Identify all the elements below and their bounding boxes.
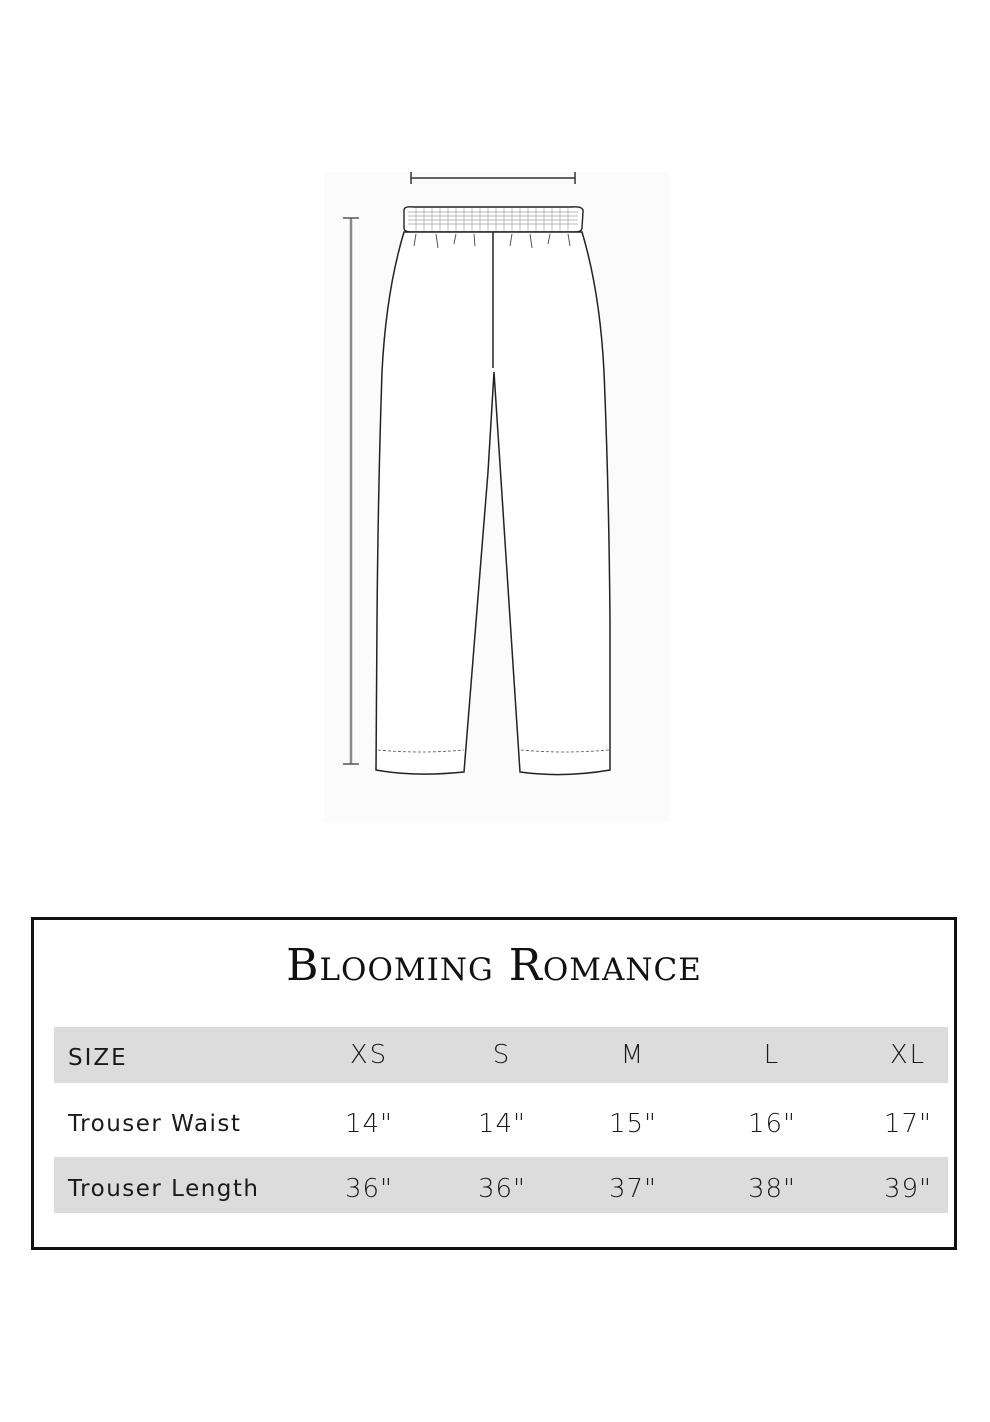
trouser-body <box>376 232 610 775</box>
waist-xs: 14" <box>344 1109 394 1139</box>
size-table <box>54 1027 948 1213</box>
header-size-xs: XS <box>349 1040 389 1070</box>
trouser-illustration <box>324 172 670 822</box>
header-size-xl: XL <box>889 1040 927 1070</box>
table-header-row <box>54 1027 948 1083</box>
row-label-trouser-length: Trouser Length <box>68 1176 260 1202</box>
row-label-trouser-waist: Trouser Waist <box>68 1111 242 1137</box>
header-size-label: SIZE <box>68 1045 128 1071</box>
header-size-s: S <box>492 1040 512 1070</box>
waist-xl: 17" <box>883 1109 933 1139</box>
table-row-trouser-length <box>54 1157 948 1213</box>
size-chart-card <box>31 917 957 1250</box>
waist-s: 14" <box>477 1109 527 1139</box>
length-m: 37" <box>608 1174 658 1204</box>
trouser-flat-sketch <box>324 172 670 822</box>
length-measure-line <box>343 218 359 764</box>
size-chart-title: Blooming Romance <box>286 940 702 991</box>
waist-l: 16" <box>747 1109 797 1139</box>
length-s: 36" <box>477 1174 527 1204</box>
waist-m: 15" <box>608 1109 658 1139</box>
length-l: 38" <box>747 1174 797 1204</box>
header-size-m: M <box>620 1040 646 1070</box>
header-size-l: L <box>763 1040 781 1070</box>
length-xl: 39" <box>883 1174 933 1204</box>
table-row-trouser-waist <box>54 1092 948 1148</box>
length-xs: 36" <box>344 1174 394 1204</box>
waist-measure-line <box>411 172 575 184</box>
trouser-waistband <box>404 207 583 232</box>
